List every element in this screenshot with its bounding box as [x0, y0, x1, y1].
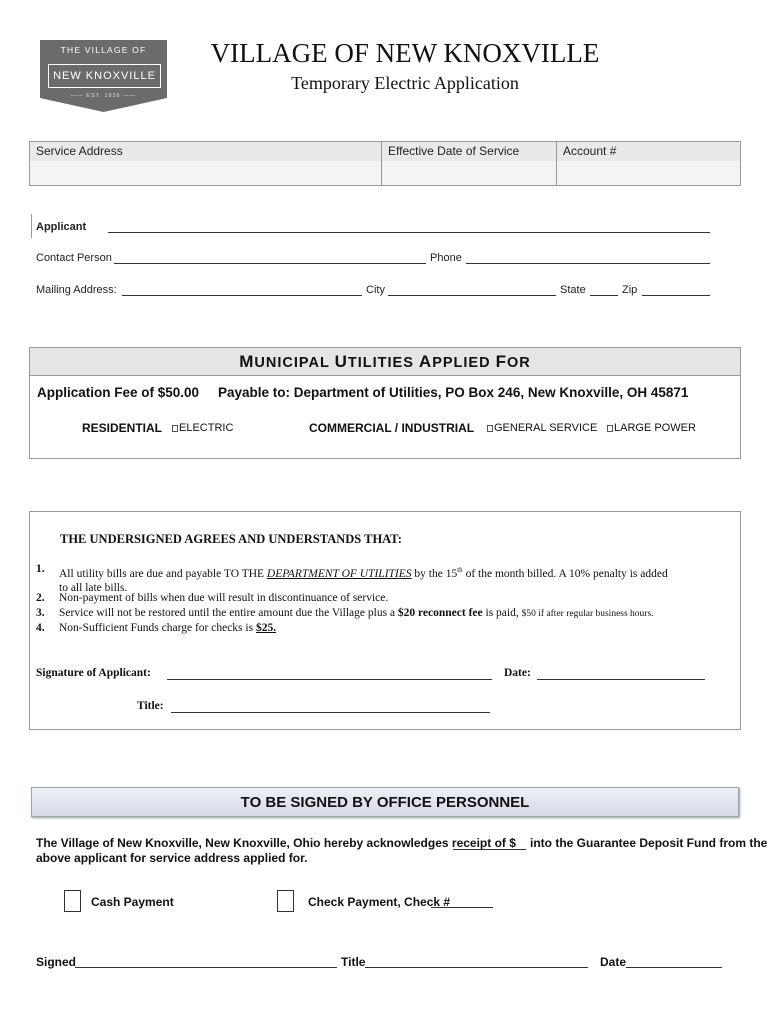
agreement-item-2: Non-payment of bills when due will result in discontinuance of service. [59, 592, 389, 604]
checkbox-icon[interactable] [487, 425, 493, 432]
logo-line1: THE VILLAGE OF [60, 45, 147, 55]
applicant-field[interactable] [108, 232, 710, 233]
acknowledgement-text-3: above applicant for service address applied for. [36, 851, 308, 865]
check-number-field[interactable] [431, 907, 493, 908]
signature-label: Signature of Applicant: [36, 667, 151, 679]
applicant-marker [31, 214, 33, 238]
checkbox-icon[interactable] [607, 425, 613, 432]
agreement-item-1: All utility bills are due and payable TO THE DEPARTMENT OF UTILITIES by the 15th of the month billed. A 10% penalty is added to all late bills. [59, 566, 668, 594]
phone-field[interactable] [466, 263, 710, 264]
signed-field[interactable] [75, 967, 337, 968]
office-personnel-heading: TO BE SIGNED BY OFFICE PERSONNEL [31, 787, 739, 817]
mailing-address-field[interactable] [122, 295, 362, 296]
cash-payment-label: Cash Payment [91, 895, 174, 909]
office-date-label: Date [600, 955, 627, 969]
mailing-address-label: Mailing Address: [36, 284, 117, 296]
logo-line2: NEW KNOXVILLE [48, 64, 161, 88]
date-field[interactable] [537, 679, 705, 680]
date-label: Date: [504, 667, 531, 679]
service-address-label: Service Address [36, 144, 123, 158]
acknowledgement-text-2: into the Guarantee Deposit Fund from the [530, 836, 768, 850]
title-label: Title: [137, 700, 164, 712]
phone-label: Phone [430, 252, 462, 264]
service-table [29, 141, 741, 186]
state-field[interactable] [590, 295, 618, 296]
service-address-field[interactable] [30, 161, 381, 186]
state-label: State [560, 284, 586, 296]
item-number: 4. [36, 622, 45, 634]
large-power-option[interactable]: LARGE POWER [607, 422, 696, 434]
residential-label: RESIDENTIAL [82, 421, 163, 435]
agreement-item-4: Non-Sufficient Funds charge for checks is $25. [59, 622, 277, 634]
item-number: 1. [36, 563, 45, 575]
city-field[interactable] [388, 295, 556, 296]
utilities-heading: MUNICIPAL UTILITIES APPLIED FOR [30, 348, 740, 376]
check-payment-checkbox[interactable] [277, 890, 294, 912]
agreement-heading: THE UNDERSIGNED AGREES AND UNDERSTANDS THAT: [60, 532, 402, 546]
utilities-section [29, 347, 741, 459]
account-number-field[interactable] [557, 161, 741, 186]
page-title: VILLAGE OF NEW KNOXVILLE [210, 38, 600, 68]
general-service-option[interactable]: GENERAL SERVICE [487, 422, 597, 434]
city-label: City [366, 284, 385, 296]
village-logo [40, 40, 167, 112]
zip-field[interactable] [642, 295, 710, 296]
deposit-amount-field[interactable] [453, 849, 526, 850]
check-payment-label: Check Payment, Check # [308, 895, 451, 909]
item-number: 2. [36, 592, 45, 604]
title-field[interactable] [171, 712, 490, 713]
office-date-field[interactable] [626, 967, 722, 968]
contact-person-label: Contact Person [36, 252, 112, 264]
agreement-section [29, 511, 741, 730]
office-title-field[interactable] [365, 967, 588, 968]
acknowledgement-text-1: The Village of New Knoxville, New Knoxville, Ohio hereby acknowledges receipt of $ [36, 836, 516, 850]
page-subtitle: Temporary Electric Application [291, 73, 519, 93]
cash-payment-checkbox[interactable] [64, 890, 81, 912]
applicant-label: Applicant [36, 221, 87, 233]
commercial-label: COMMERCIAL / INDUSTRIAL [309, 421, 475, 435]
effective-date-label: Effective Date of Service [388, 144, 520, 158]
service-table-header [30, 142, 740, 162]
signature-field[interactable] [167, 679, 492, 680]
application-fee: Application Fee of $50.00 [37, 385, 200, 400]
effective-date-field[interactable] [382, 161, 556, 186]
payable-to: Payable to: Department of Utilities, PO Box 246, New Knoxville, OH 45871 [218, 385, 689, 400]
contact-person-field[interactable] [114, 263, 426, 264]
logo-est: —— EST. 1836 —— [70, 93, 137, 99]
zip-label: Zip [622, 284, 638, 296]
signed-label: Signed [36, 955, 77, 969]
item-number: 3. [36, 607, 45, 619]
agreement-item-3: Service will not be restored until the entire amount due the Village plus a $20 reconnect fee is paid, $50 if after regular business hours. [59, 607, 654, 619]
electric-option[interactable]: ELECTRIC [172, 422, 233, 434]
office-title-label: Title [341, 955, 366, 969]
checkbox-icon[interactable] [172, 425, 178, 432]
account-number-label: Account # [563, 144, 617, 158]
